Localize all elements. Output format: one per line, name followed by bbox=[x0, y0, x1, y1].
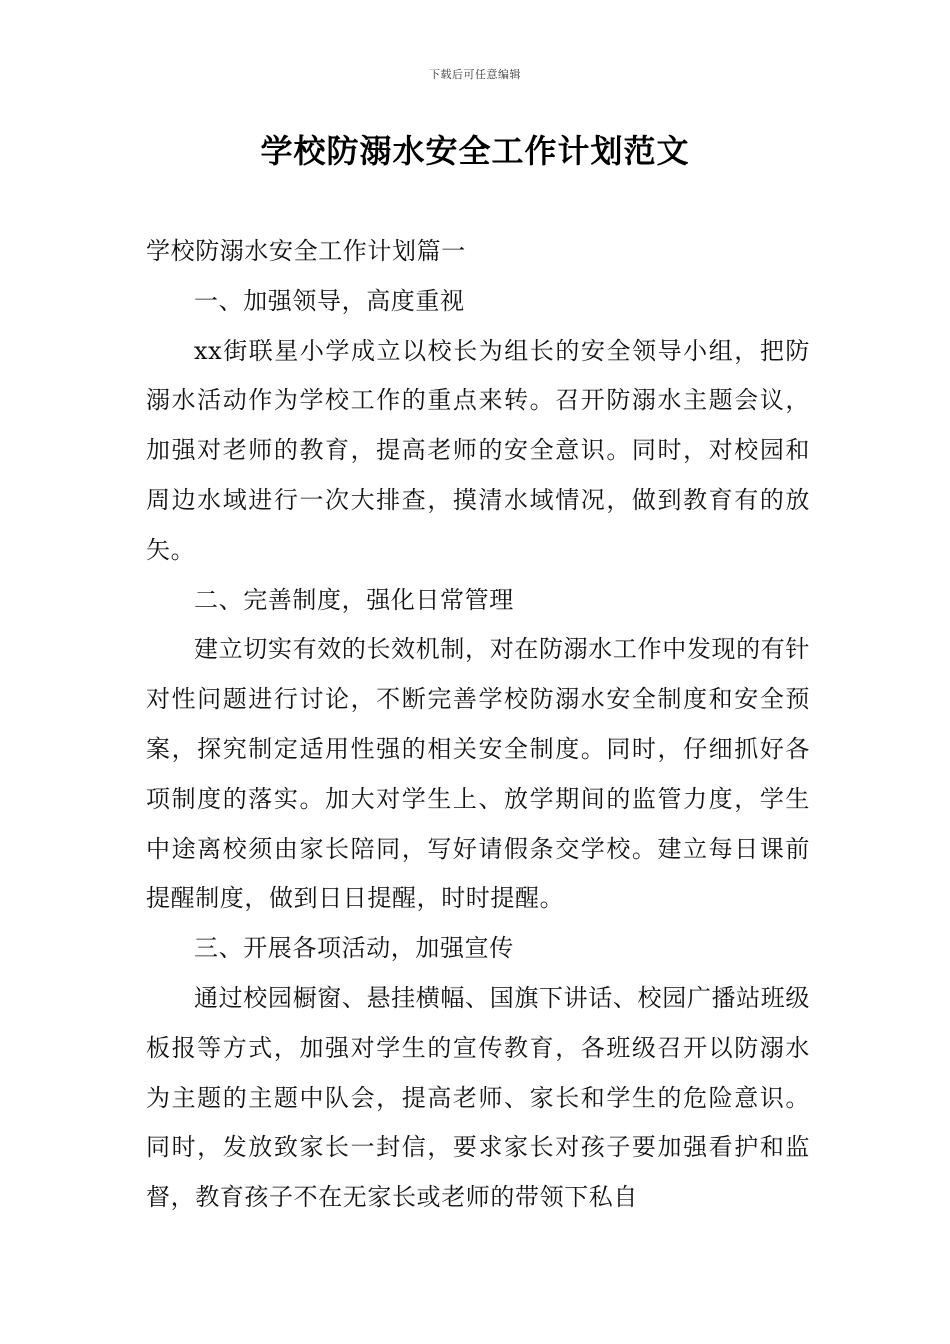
section-heading-1: 一、加强领导，高度重视 bbox=[194, 286, 465, 315]
document-body bbox=[146, 227, 810, 1223]
section-heading-3: 三、开展各项活动，加强宣传 bbox=[194, 934, 514, 963]
section-heading-2: 二、完善制度，强化日常管理 bbox=[194, 585, 514, 614]
section-paragraph-1: xx街联星小学成立以校长为组长的安全领导小组，把防溺水活动作为学校工作的重点来转。召开防溺水主题会议，加强对老师的教育，提高老师的安全意识。同时，对校园和周边水域进行一次大排查，摸清水域情况，做到教育有的放矢。 bbox=[146, 336, 810, 564]
section-paragraph-2: 建立切实有效的长效机制，对在防溺水工作中发现的有针对性问题进行讨论，不断完善学校防溺水安全制度和安全预案，探究制定适用性强的相关安全制度。同时，仔细抓好各项制度的落实。加大对学生上、放学期间的监管力度，学生中途离校须由家长陪同，写好请假条交学校。建立每日课前提醒制度，做到日日提醒，时时提醒。 bbox=[146, 635, 810, 913]
document-subtitle: 学校防溺水安全工作计划篇一 bbox=[146, 237, 466, 265]
section-paragraph-3: 通过校园橱窗、悬挂横幅、国旗下讲话、校园广播站班级板报等方式，加强对学生的宣传教育，各班级召开以防溺水为主题的主题中队会，提高老师、家长和学生的危险意识。同时，发放致家长一封信，要求家长对孩子要加强看护和监督，教育孩子不在无家长或老师的带领下私自 bbox=[146, 983, 810, 1212]
document-title: 学校防溺水安全工作计划范文 bbox=[260, 132, 690, 170]
header-note: 下载后可任意编辑 bbox=[429, 68, 521, 81]
